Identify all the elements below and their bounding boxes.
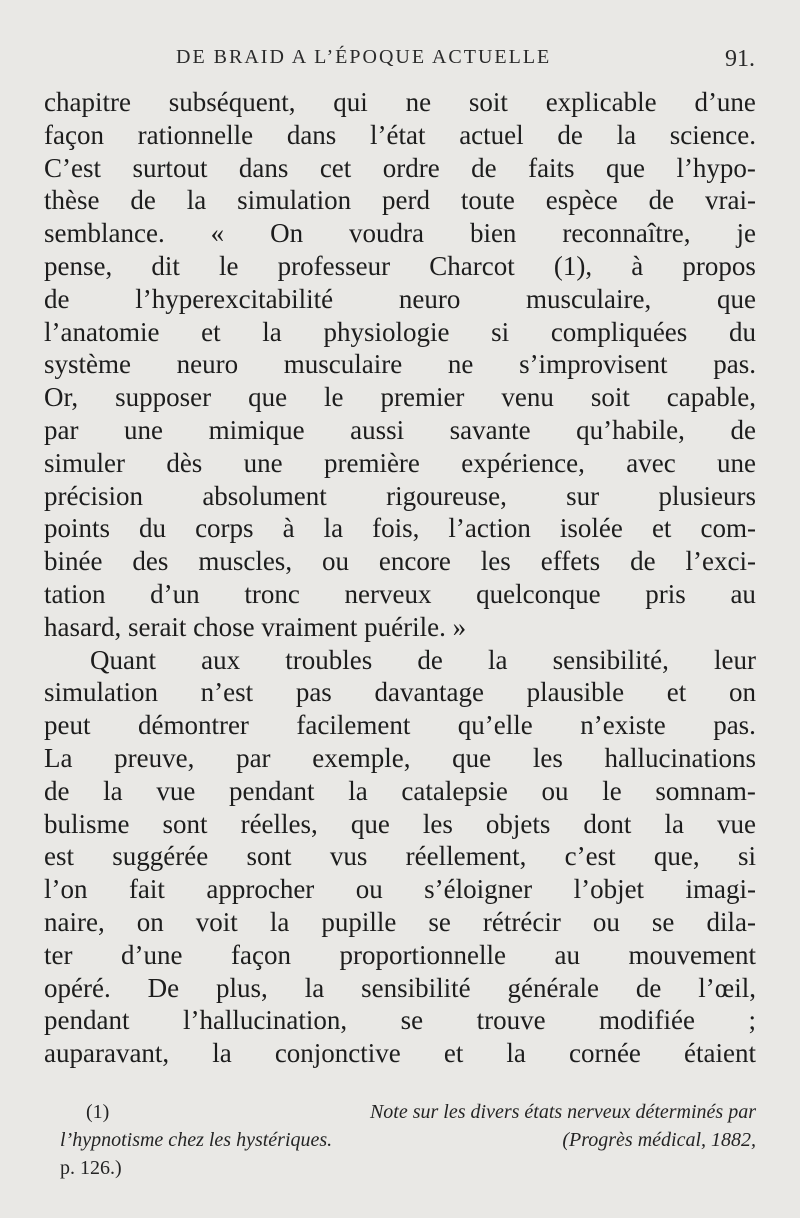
footnote-text-2a: l’hypnotisme chez les hystériques.	[60, 1129, 333, 1151]
text-line: simuler dès une première expérience, avec une	[44, 447, 756, 478]
footnote-line-1	[60, 1098, 756, 1126]
text-line: l’anatomie et la physiologie si compliquées du	[44, 316, 756, 347]
body-text	[44, 86, 756, 1070]
text-line: pendant l’hallucination, se trouve modifiée ;	[44, 1005, 756, 1036]
footnote	[60, 1098, 756, 1182]
text-line: naire, on voit la pupille se rétrécir ou se dila-	[44, 906, 756, 937]
text-line: façon rationnelle dans l’état actuel de la science.	[44, 119, 756, 150]
footnote-marker: (1)	[86, 1101, 110, 1123]
text-line: système neuro musculaire ne s’improvisent pas.	[44, 349, 756, 380]
text-line: simulation n’est pas davantage plausible et on	[44, 677, 756, 708]
text-line: par une mimique aussi savante qu’habile, de	[44, 414, 756, 445]
text-line: C’est surtout dans cet ordre de faits que l’hypo-	[44, 152, 756, 183]
text-line: tation d’un tronc nerveux quelconque pris au	[44, 578, 756, 609]
footnote-text-1: Note sur les divers états nerveux déterminés par	[369, 1101, 756, 1123]
text-line: chapitre subséquent, qui ne soit explicable d’une	[44, 87, 756, 117]
text-line: auparavant, la conjonctive et la cornée étaient	[44, 1038, 756, 1069]
text-line: bulisme sont réelles, que les objets dont la vue	[44, 808, 756, 839]
text-line: Quant aux troubles de la sensibilité, leur	[90, 644, 756, 675]
running-head-title: DE BRAID A L’ÉPOQUE ACTUELLE	[176, 46, 552, 68]
footnote-line-3	[60, 1154, 756, 1182]
footnote-text-2b: (Progrès médical, 1882,	[562, 1129, 756, 1151]
text-line: La preuve, par exemple, que les hallucinations	[44, 742, 756, 773]
footnote-line-2	[60, 1126, 756, 1154]
footnote-text-3: p. 126.)	[60, 1157, 122, 1179]
running-head	[0, 44, 800, 74]
text-line: points du corps à la fois, l’action isolée et com-	[44, 513, 756, 544]
text-line: opéré. De plus, la sensibilité générale de l’œil,	[44, 972, 756, 1003]
text-line: pense, dit le professeur Charcot (1), à propos	[44, 250, 756, 281]
text-line: précision absolument rigoureuse, sur plusieurs	[44, 480, 756, 511]
text-line: de la vue pendant la catalepsie ou le somnam-	[44, 775, 756, 806]
text-line: l’on fait approcher ou s’éloigner l’objet imagi-	[44, 874, 756, 905]
text-line: Or, supposer que le premier venu soit capable,	[44, 382, 756, 413]
text-line: de l’hyperexcitabilité neuro musculaire, que	[44, 283, 756, 314]
text-line: est suggérée sont vus réellement, c’est que, si	[44, 841, 756, 872]
text-line: thèse de la simulation perd toute espèce de vrai-	[44, 185, 756, 216]
text-line: ter d’une façon proportionnelle au mouvement	[44, 939, 756, 970]
text-line: binée des muscles, ou encore les effets de l’exci-	[44, 546, 756, 577]
page-number: 91.	[725, 46, 755, 72]
text-line: hasard, serait chose vraiment puérile. »	[44, 611, 467, 642]
text-line: semblance. « On voudra bien reconnaître, je	[44, 218, 756, 249]
text-line: peut démontrer facilement qu’elle n’existe pas.	[44, 710, 756, 741]
